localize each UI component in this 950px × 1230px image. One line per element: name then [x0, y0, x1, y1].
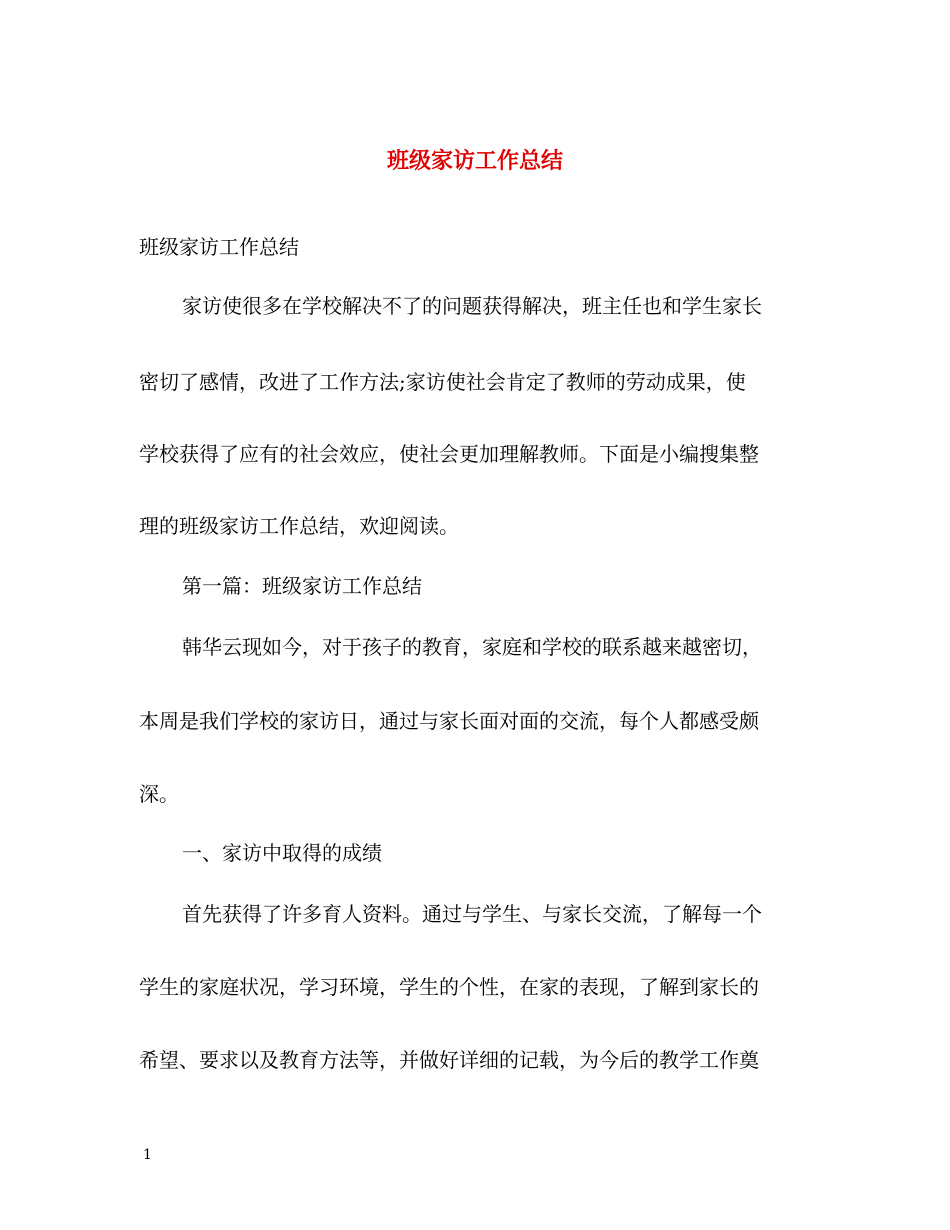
paragraph-line: 深。	[139, 782, 179, 806]
paragraph-line: 本周是我们学校的家访日，通过与家长面对面的交流，每个人都感受颇	[139, 709, 759, 733]
paragraph-line: 学校获得了应有的社会效应，使社会更加理解教师。下面是小编搜集整	[139, 442, 759, 466]
page-number: 1	[143, 1147, 152, 1163]
subtitle-line: 班级家访工作总结	[139, 235, 299, 259]
paragraph-line: 家访使很多在学校解决不了的问题获得解决，班主任也和学生家长	[182, 294, 762, 318]
paragraph-line: 首先获得了许多育人资料。通过与学生、与家长交流，了解每一个	[182, 902, 762, 926]
paragraph-line: 希望、要求以及教育方法等，并做好详细的记载，为今后的教学工作奠	[139, 1048, 759, 1072]
paragraph-line: 理的班级家访工作总结，欢迎阅读。	[139, 514, 459, 538]
document-title: 班级家访工作总结	[386, 148, 563, 174]
paragraph-line: 密切了感情，改进了工作方法;家访使社会肯定了教师的劳动成果，使	[139, 370, 746, 394]
paragraph-line: 学生的家庭状况，学习环境，学生的个性，在家的表现，了解到家长的	[139, 975, 759, 999]
section-heading: 第一篇：班级家访工作总结	[182, 574, 422, 598]
paragraph-line: 韩华云现如今，对于孩子的教育，家庭和学校的联系越来越密切，	[182, 635, 762, 659]
section-heading: 一、家访中取得的成绩	[182, 841, 382, 865]
